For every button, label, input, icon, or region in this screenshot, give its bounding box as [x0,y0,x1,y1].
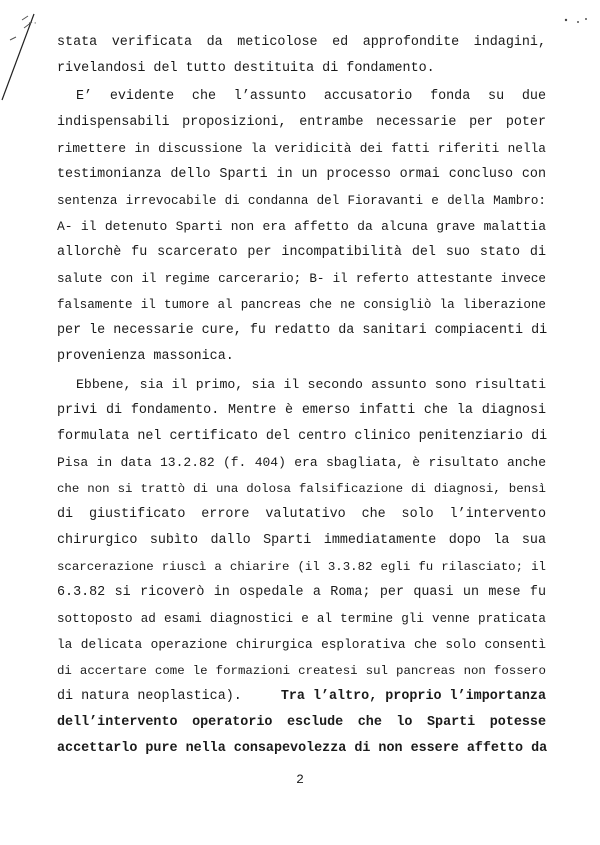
text-line: indispensabili proposizioni, entrambe necessarie per poter [57,115,546,130]
page-number: 2 [296,772,304,787]
text-line: di accertare come le formazioni createsi sul pancreas non fossero [57,664,546,678]
text-line: stata verificata da meticolose ed approfondite indagini, [57,35,546,50]
text-line: 6.3.82 si ricoverò in ospedale a Roma; per quasi un mese fu [57,585,546,600]
scan-artifact-corner [0,0,60,110]
text-line: falsamente il tumore al pancreas che ne consigliò la liberazione [57,298,546,312]
scan-artifact-topright [556,10,596,30]
text-line: sentenza irrevocabile di condanna del Fioravanti e della Mambro: [57,194,546,208]
text-line: rivelandosi del tutto destituita di fondamento. [57,61,435,76]
text-line: di giustificato errore valutativo che solo l’intervento [57,507,546,522]
text-line: allorchè fu scarcerato per incompatibilità del suo stato di [57,245,546,260]
text-line-mixed [57,688,546,706]
text-line: che non si trattò di una dolosa falsificazione di diagnosi, bensì [57,482,546,496]
text-line: A- il detenuto Sparti non era affetto da alcuna grave malattia [57,219,546,234]
text-line: provenienza massonica. [57,349,234,364]
bold-text-line: dell’intervento operatorio esclude che lo Sparti potesse [57,715,546,730]
text-line: rimettere in discussione la veridicità dei fatti riferiti nella [57,141,546,156]
text-line: sottoposto ad esami diagnostici e al termine gli venne praticata [57,612,546,626]
text-span: di natura neoplastica). [57,689,242,704]
text-line: E’ evidente che l’assunto accusatorio fonda su due [76,89,546,104]
text-line: per le necessarie cure, fu redatto da sanitari compiacenti di [57,323,548,338]
text-line: scarcerazione riuscì a chiarire (il 3.3.82 egli fu rilasciato; il [57,560,546,574]
text-line: la delicata operazione chirurgica esplorativa che solo consentì [57,637,546,652]
text-line: privi di fondamento. Mentre è emerso infatti che la diagnosi [57,403,546,418]
text-line: Ebbene, sia il primo, sia il secondo assunto sono risultati [76,377,546,392]
bold-text-line: accettarlo pure nella consapevolezza di non essere affetto da [57,741,548,756]
text-line: testimonianza dello Sparti in un processo ormai concluso con [57,167,546,182]
bold-text-span: Tra l’altro, proprio l’importanza [280,689,546,704]
text-line: salute con il regime carcerario; B- il referto attestante invece [57,272,546,286]
text-line: chirurgico subìto dallo Sparti immediatamente dopo la sua [57,533,546,548]
text-line: formulata nel certificato del centro clinico penitenziario di [57,429,548,444]
svg-text:· ·: · · [28,19,37,29]
text-line: Pisa in data 13.2.82 (f. 404) era sbagliata, è risultato anche [57,455,546,470]
